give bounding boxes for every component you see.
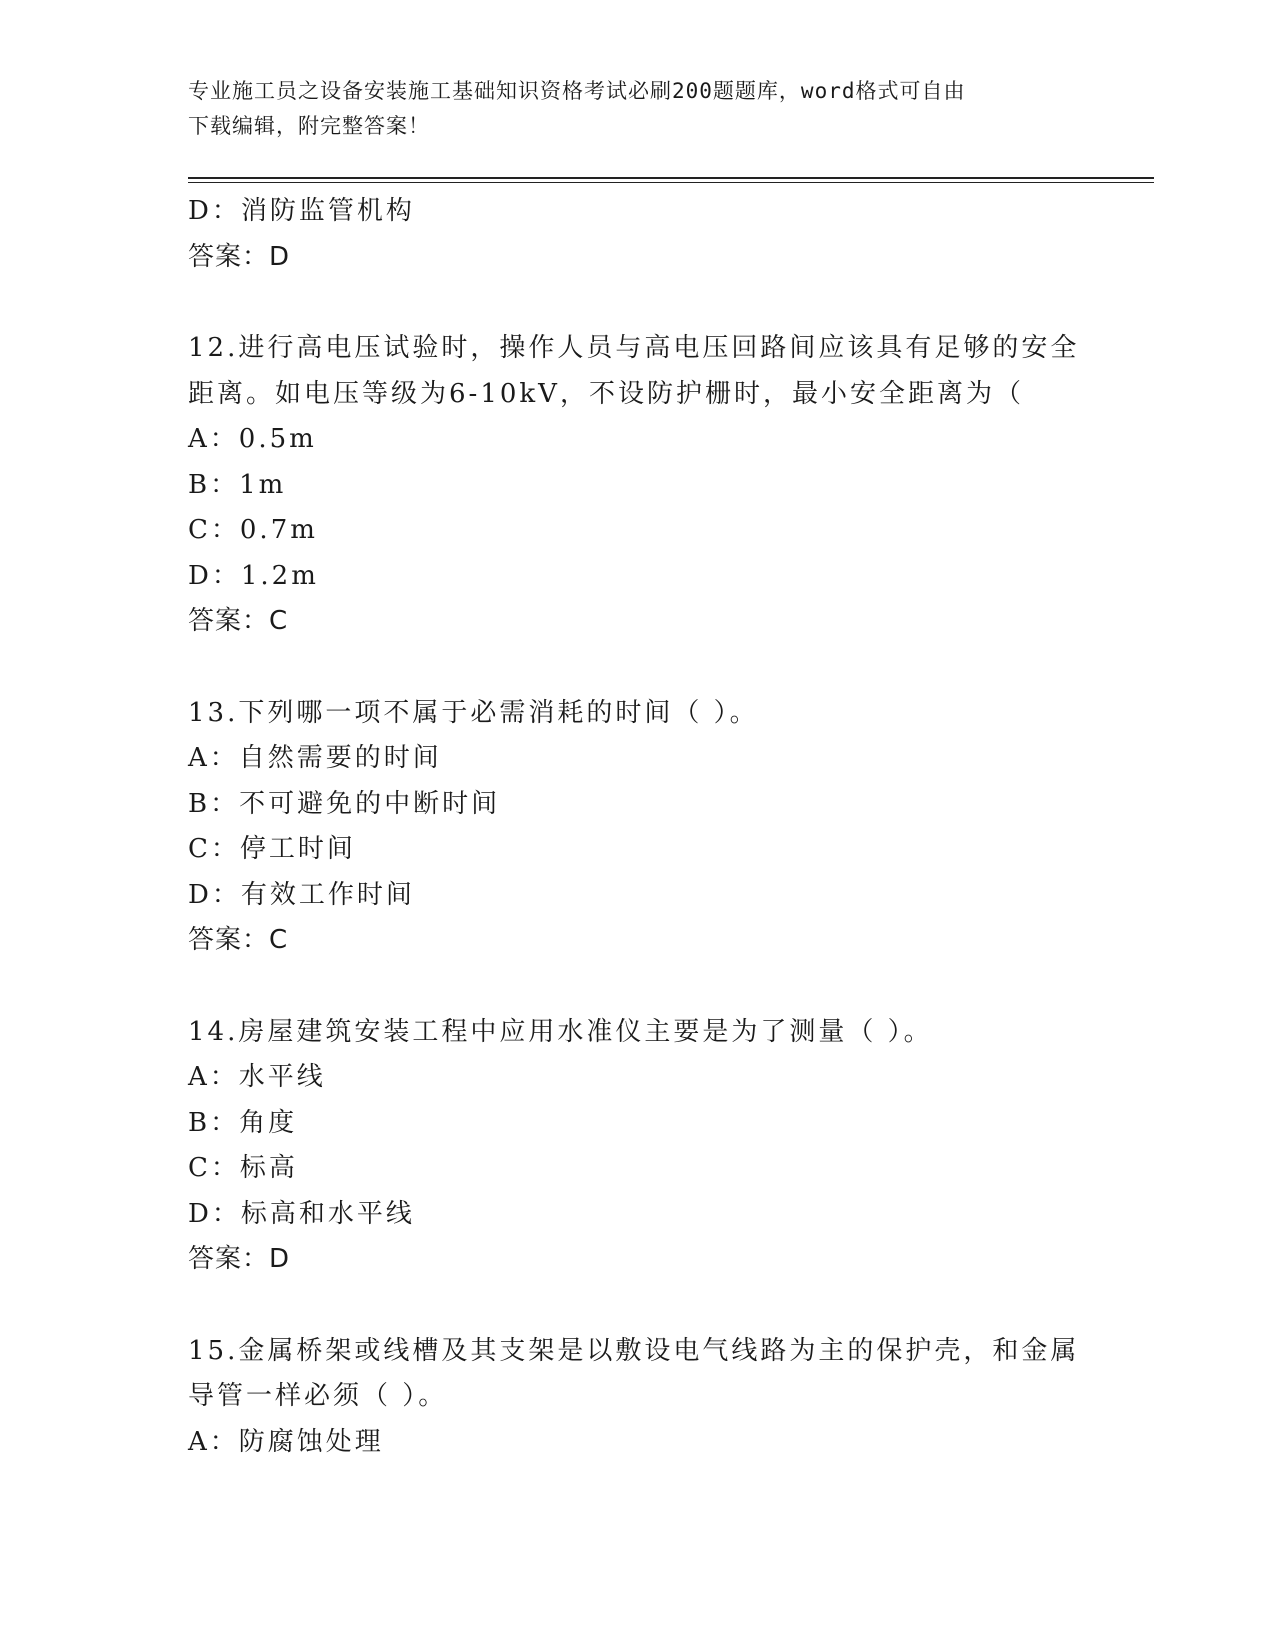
option-b: B：1m [188,469,287,500]
carryover-answer: 答案：D [188,241,291,272]
spacer [188,280,1088,326]
option-b: B：不可避免的中断时间 [188,788,501,819]
answer: 答案：D [188,1244,291,1274]
spacer [188,645,1088,691]
carryover-option-d: D：消防监管机构 [188,196,415,226]
question-stem: 距离。如电压等级为6-10kV，不设防护栅时，最小安全距离为（ [188,378,1024,409]
answer: 答案：C [188,925,289,955]
question-15 [188,1329,1088,1466]
question-stem: 13.下列哪一项不属于必需消耗的时间（ ）。 [188,697,759,728]
option-d: D：有效工作时间 [188,879,415,910]
option-c: C：标高 [188,1153,298,1183]
option-b: B：角度 [188,1107,298,1138]
option-c: C：停工时间 [188,834,356,864]
option-a: A：0.5m [188,424,317,454]
question-stem: 15.金属桥架或线槽及其支架是以敷设电气线路为主的保护壳，和金属 [188,1335,1080,1366]
header-line-2: 下载编辑，附完整答案！ [188,114,430,138]
answer: 答案：C [188,606,289,636]
option-d: D：1.2m [188,560,319,591]
question-list [188,189,1088,1465]
question-stem: 14.房屋建筑安装工程中应用水准仪主要是为了测量（ ）。 [188,1016,933,1047]
option-a: A：自然需要的时间 [188,743,442,773]
question-stem: 12.进行高电压试验时，操作人员与高电压回路间应该具有足够的安全 [188,333,1080,363]
header-divider-thin [188,182,1154,183]
header-divider [188,177,1154,179]
question-14 [188,1010,1088,1283]
question-13 [188,691,1088,964]
question-12 [188,326,1088,645]
option-d: D：标高和水平线 [188,1198,415,1229]
document-header [188,74,1068,144]
option-a: A：水平线 [188,1062,326,1092]
spacer [188,1283,1088,1329]
option-a: A：防腐蚀处理 [188,1426,384,1457]
option-c: C：0.7m [188,515,318,545]
header-line-1: 专业施工员之设备安装施工基础知识资格考试必刷200题题库，word格式可自由 [188,79,966,103]
question-stem: 导管一样必须（ ）。 [188,1381,448,1411]
spacer [188,964,1088,1010]
